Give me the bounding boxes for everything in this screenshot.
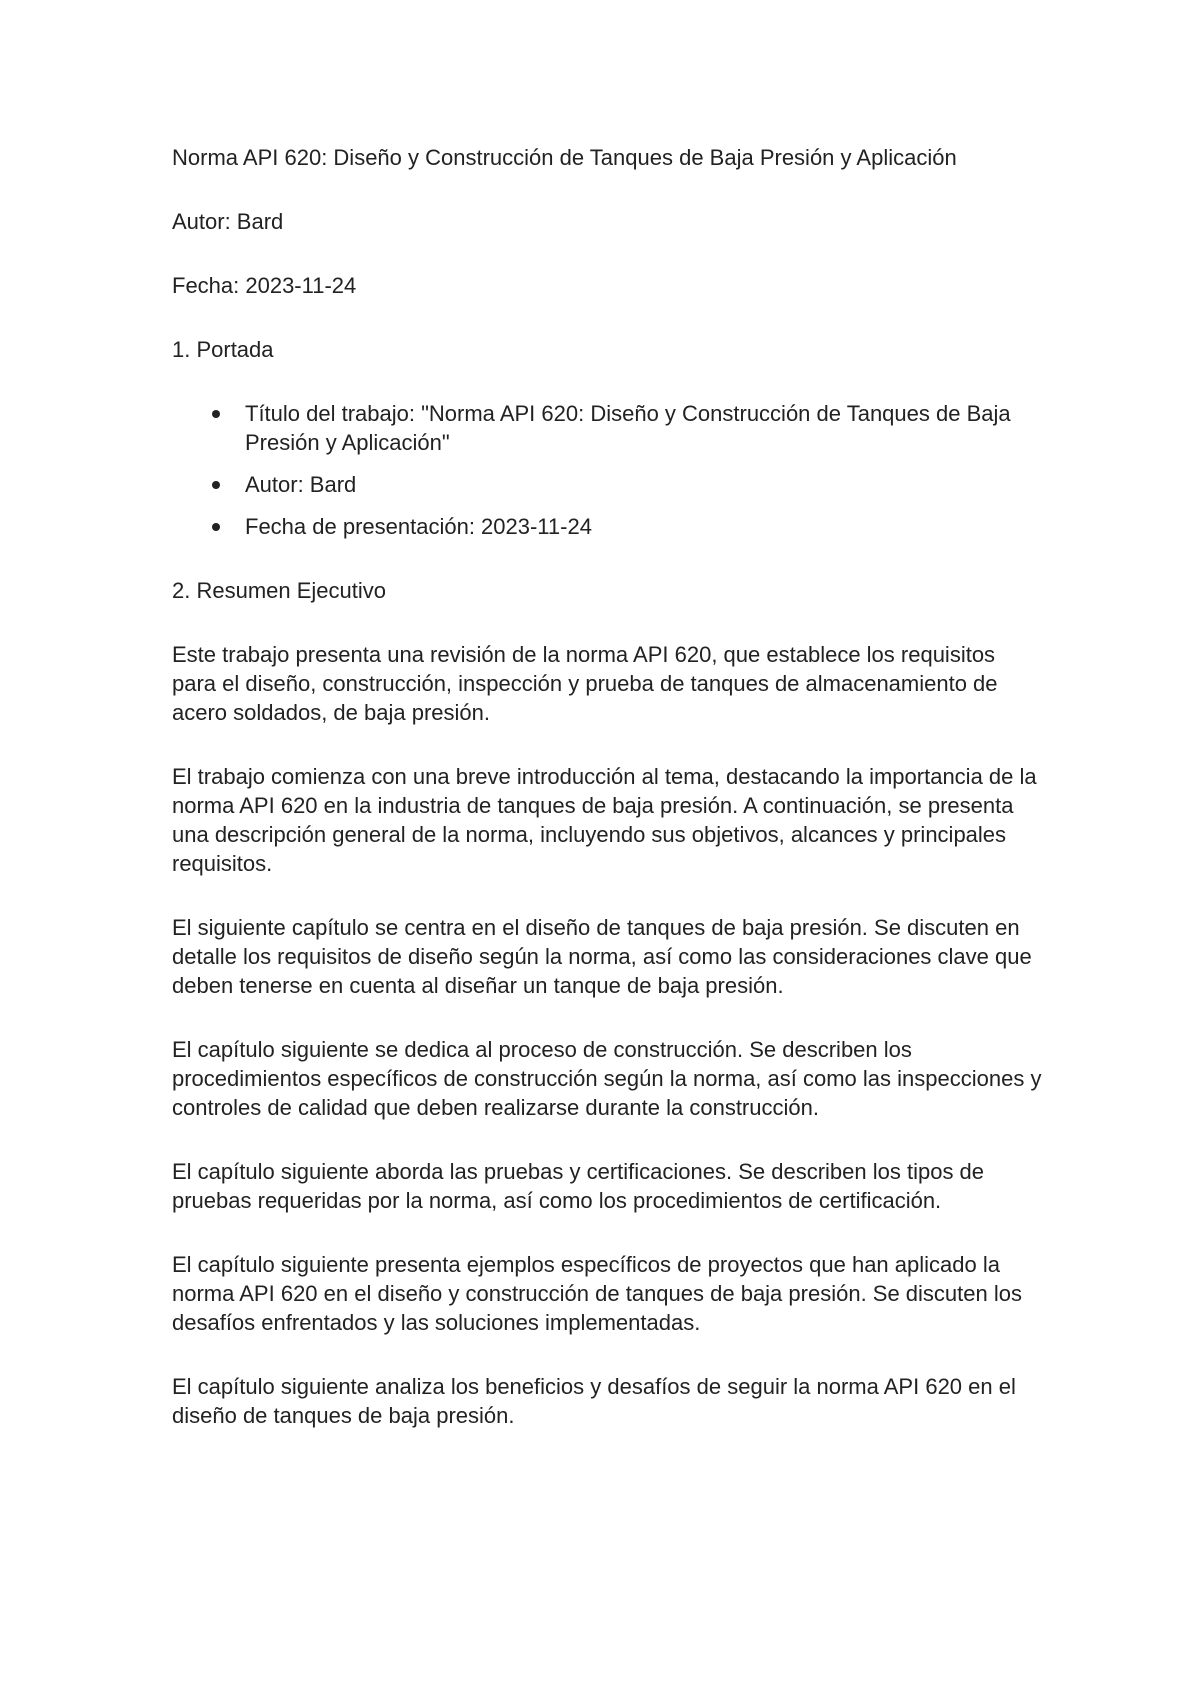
paragraph: El capítulo siguiente aborda las pruebas y certificaciones. Se describen los tipos de pruebas requeridas por la norma, así como los procedimientos de certificación. <box>172 1159 985 1213</box>
paragraph: El capítulo siguiente se dedica al proceso de construcción. Se describen los procedimientos específicos de construcción según la norma, así como las inspecciones y controles de calidad que deben realizarse durante la construcción. <box>172 1037 1042 1120</box>
bullet-icon <box>212 481 220 489</box>
document-title: Norma API 620: Diseño y Construcción de Tanques de Baja Presión y Aplicación <box>172 145 957 170</box>
list-item-text: Autor: Bard <box>245 472 357 497</box>
portada-list <box>172 399 1042 541</box>
document-page <box>172 143 1042 1465</box>
bullet-icon <box>212 523 220 531</box>
section-heading-portada: 1. Portada <box>172 337 274 362</box>
paragraph: El trabajo comienza con una breve introducción al tema, destacando la importancia de la norma API 620 en la industria de tanques de baja presión. A continuación, se presenta una descripción general de la norma, incluyendo sus objetivos, alcances y principales requisitos. <box>172 764 1037 876</box>
list-item-text: Fecha de presentación: 2023-11-24 <box>245 514 592 539</box>
section-heading-resumen: 2. Resumen Ejecutivo <box>172 578 386 603</box>
list-item <box>245 470 1042 499</box>
paragraph: Este trabajo presenta una revisión de la norma API 620, que establece los requisitos para el diseño, construcción, inspección y prueba de tanques de almacenamiento de acero soldados, de baja presión. <box>172 642 998 725</box>
paragraph: El capítulo siguiente analiza los beneficios y desafíos de seguir la norma API 620 en el diseño de tanques de baja presión. <box>172 1374 1016 1428</box>
author-line: Autor: Bard <box>172 209 284 234</box>
paragraph: El siguiente capítulo se centra en el diseño de tanques de baja presión. Se discuten en detalle los requisitos de diseño según la norma, así como las consideraciones clave que deben tenerse en cuenta al diseñar un tanque de baja presión. <box>172 915 1032 998</box>
list-item <box>245 399 1042 457</box>
paragraph: El capítulo siguiente presenta ejemplos específicos de proyectos que han aplicado la norma API 620 en el diseño y construcción de tanques de baja presión. Se discuten los desafíos enfrentados y las soluciones implementadas. <box>172 1252 1022 1335</box>
list-item <box>245 512 1042 541</box>
date-line: Fecha: 2023-11-24 <box>172 273 357 298</box>
bullet-icon <box>212 410 220 418</box>
list-item-text: Título del trabajo: "Norma API 620: Diseño y Construcción de Tanques de Baja Presión y Aplicación" <box>245 401 1011 455</box>
